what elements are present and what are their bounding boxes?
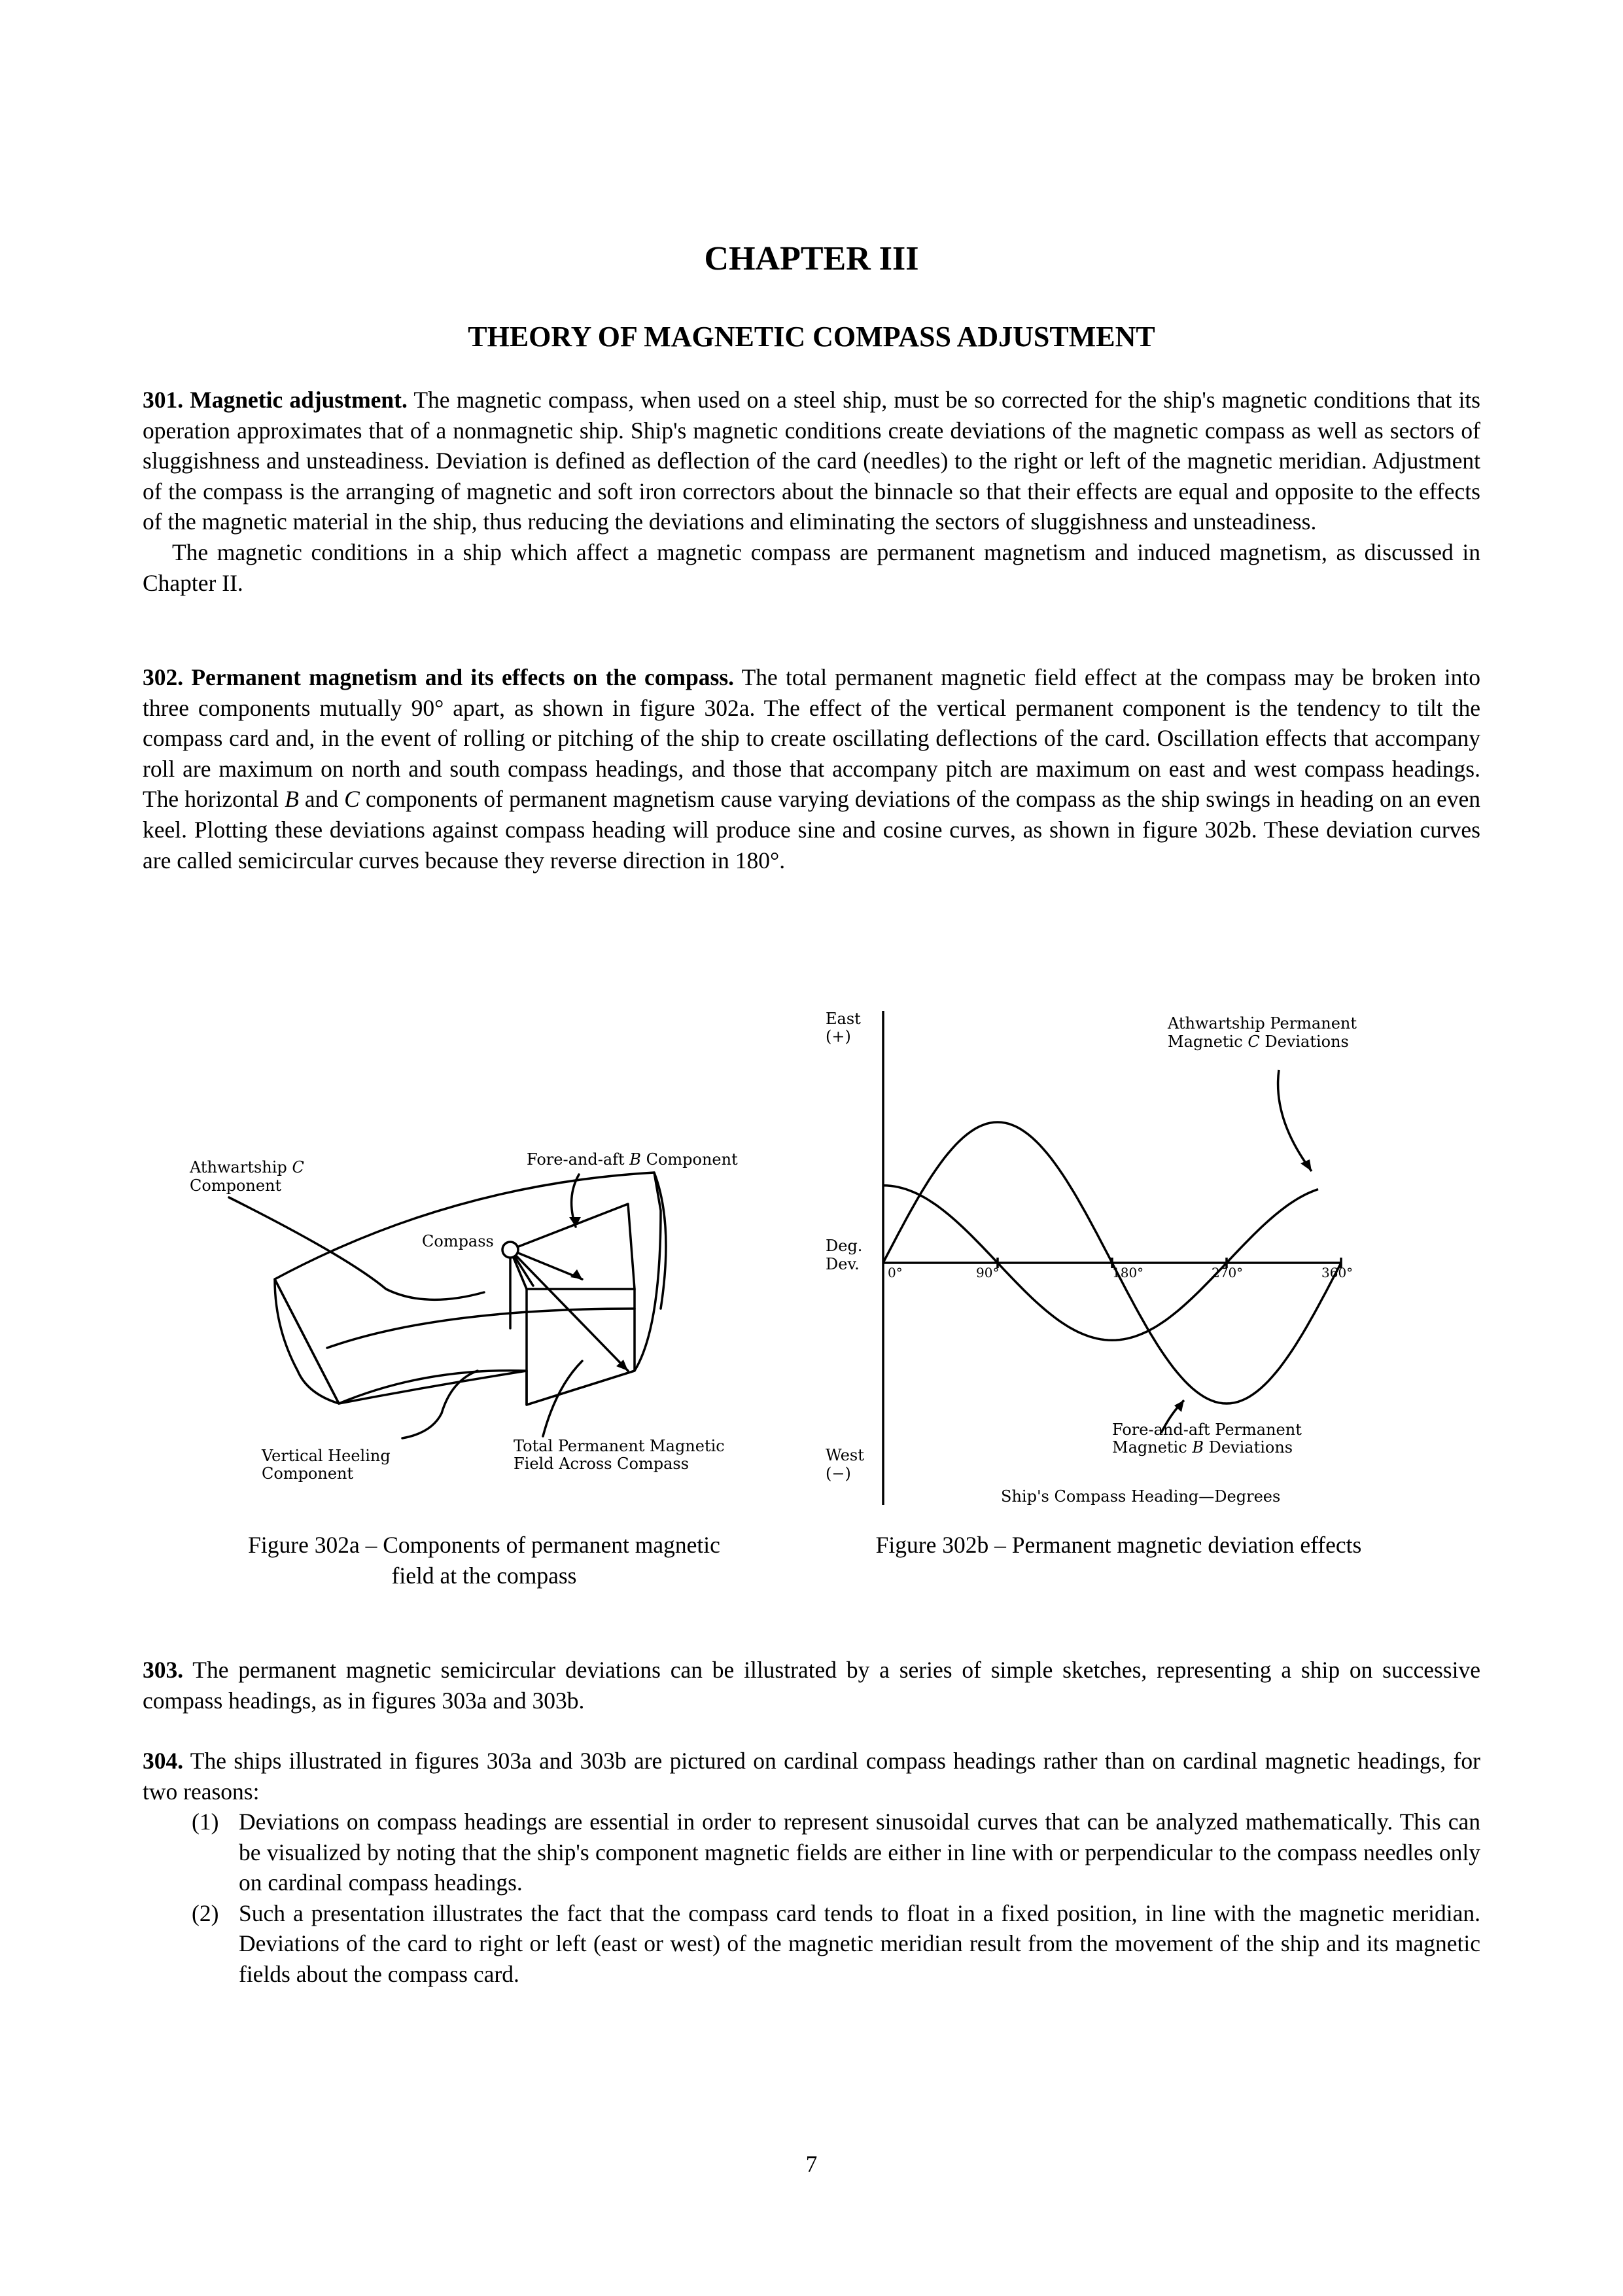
figure-302a-caption [196, 1530, 772, 1591]
hull-stern [275, 1279, 339, 1404]
section-301 [143, 385, 1480, 598]
label-vertical-component: Component [262, 1464, 354, 1483]
and-text: and [298, 786, 345, 813]
figure-302b-caption: Figure 302b – Permanent magnetic deviation effects [875, 1532, 1362, 1558]
label-east-sign: (+) [826, 1027, 851, 1046]
list-item [143, 1807, 1480, 1898]
section-303-heading: 303. [143, 1657, 184, 1683]
section-304 [143, 1746, 1480, 1807]
section-303-body: The permanent magnetic semicircular deviations can be illustrated by a series of simple sketches, representing a ship on successive compass headings, as in figures 303a and 303b. [143, 1657, 1480, 1714]
page-number: 7 [805, 2151, 818, 2177]
label-compass: Compass [422, 1232, 494, 1250]
list-item [143, 1898, 1480, 1990]
arrowhead-c [1300, 1159, 1312, 1171]
label-fore-aft: Fore-and-aft B Component [527, 1150, 738, 1169]
component-box [510, 1204, 635, 1405]
tick-label-0: 0° [888, 1265, 903, 1280]
hull-deck-line [327, 1309, 635, 1348]
section-301-heading: 301. Magnetic adjustment. [143, 387, 408, 413]
label-c-deviations-1: Athwartship Permanent [1168, 1014, 1357, 1033]
compass-circle [502, 1242, 518, 1258]
reasons-list [143, 1807, 1480, 1990]
label-total-field-1: Total Permanent Magnetic [514, 1437, 725, 1455]
list-item-text: Such a presentation illustrates the fact that the compass card tends to float in a fixed position, in line with the magnetic meridian. Deviations of the card to right or left (east or west) of the magnetic meridian result from the movement of the ship and its magnetic fields about the compass card. [239, 1899, 1480, 1987]
tick-label-90: 90° [976, 1265, 1000, 1280]
label-deg: Deg. [826, 1237, 863, 1255]
section-302-body-1: The total permanent magnetic field effect at the compass may be broken into three components mutually 90° apart, as shown in figure 302a. The effect of the vertical permanent component is the tendency to tilt the compass card and, in the event of rolling or pitching of the ship to create oscillating deflections of the card. Oscillation effects that accompany roll are maximum on north and south compass headings, and those that accompany pitch are maximum on east and west compass headings. The horizontal [143, 664, 1480, 813]
list-item-text: Deviations on compass headings are essential in order to represent sinusoidal curves that can be analyzed mathematically. This can be visualized by noting that the ship's component magnetic fields are either in line with or perpendicular to the compass needles only on cardinal compass headings. [239, 1809, 1480, 1896]
section-301-body: The magnetic compass, when used on a steel ship, must be so corrected for the ship's magnetic conditions that its operation approximates that of a nonmagnetic ship. Ship's magnetic conditions create deviations of the magnetic compass as well as sectors of sluggishness and unsteadiness. Deviation is defined as deflection of the card (needles) to the right or left of the magnetic meridian. Adjustment of the compass is the arranging of magnetic and soft iron correctors about the binnacle so that their effects are equal and opposite to the effects of the magnetic material in the ship, thus reducing the deviations and eliminating the sectors of sluggishness and unsteadiness. [143, 387, 1480, 535]
leader-c [1278, 1070, 1312, 1171]
section-301-paragraph-2: The magnetic conditions in a ship which affect a magnetic compass are permanent magnetism and induced magnetism, as discussed in Chapter II. [143, 539, 1480, 596]
x-axis-title: Ship's Compass Heading—Degrees [1001, 1487, 1281, 1506]
section-302 [143, 662, 1480, 875]
tick-label-180: 180° [1112, 1265, 1144, 1280]
figure-302a [177, 1112, 752, 1505]
label-athwartship-component: Component [190, 1176, 282, 1195]
label-athwartship: Athwartship C [190, 1158, 304, 1176]
chapter-subtitle: THEORY OF MAGNETIC COMPASS ADJUSTMENT [468, 321, 1155, 353]
label-total-field-2: Field Across Compass [514, 1455, 689, 1473]
figure-302b [811, 995, 1426, 1518]
tick-label-360: 360° [1321, 1265, 1353, 1280]
list-item-number: (2) [192, 1899, 219, 1926]
chapter-title: CHAPTER III [704, 240, 919, 277]
section-304-heading: 304. [143, 1748, 184, 1774]
c-symbol: C [344, 786, 360, 813]
section-303 [143, 1655, 1480, 1716]
section-304-body: The ships illustrated in figures 303a and 303b are pictured on cardinal compass headings rather than on cardinal magnetic headings, for two reasons: [143, 1748, 1480, 1805]
label-b-deviations-1: Fore-and-aft Permanent [1112, 1421, 1302, 1439]
label-c-deviations-2: Magnetic C Deviations [1168, 1033, 1349, 1051]
tick-label-270: 270° [1212, 1265, 1244, 1280]
label-vertical-heeling: Vertical Heeling [262, 1447, 391, 1465]
figure-302a-caption-line-1: Figure 302a – Components of permanent magnetic [248, 1532, 720, 1558]
section-302-body-2: components of permanent magnetism cause varying deviations of the compass as the ship swings in heading on an even keel. Plotting these deviations against compass heading will produce sine and cosine curves, as shown in figure 302b. These deviation curves are called semicircular curves because they reverse direction in 180°. [143, 786, 1480, 874]
label-b-deviations-2: Magnetic B Deviations [1112, 1438, 1293, 1457]
label-dev: Dev. [826, 1255, 860, 1273]
label-west-sign: (−) [826, 1464, 851, 1483]
list-item-number: (1) [192, 1809, 219, 1835]
label-west: West [826, 1446, 864, 1464]
section-302-heading: 302. Permanent magnetism and its effects on the compass. [143, 664, 735, 690]
label-east: East [826, 1010, 861, 1028]
total-field-arrow [510, 1250, 628, 1371]
b-symbol: B [285, 786, 299, 813]
figure-302a-caption-line-2: field at the compass [391, 1562, 577, 1589]
